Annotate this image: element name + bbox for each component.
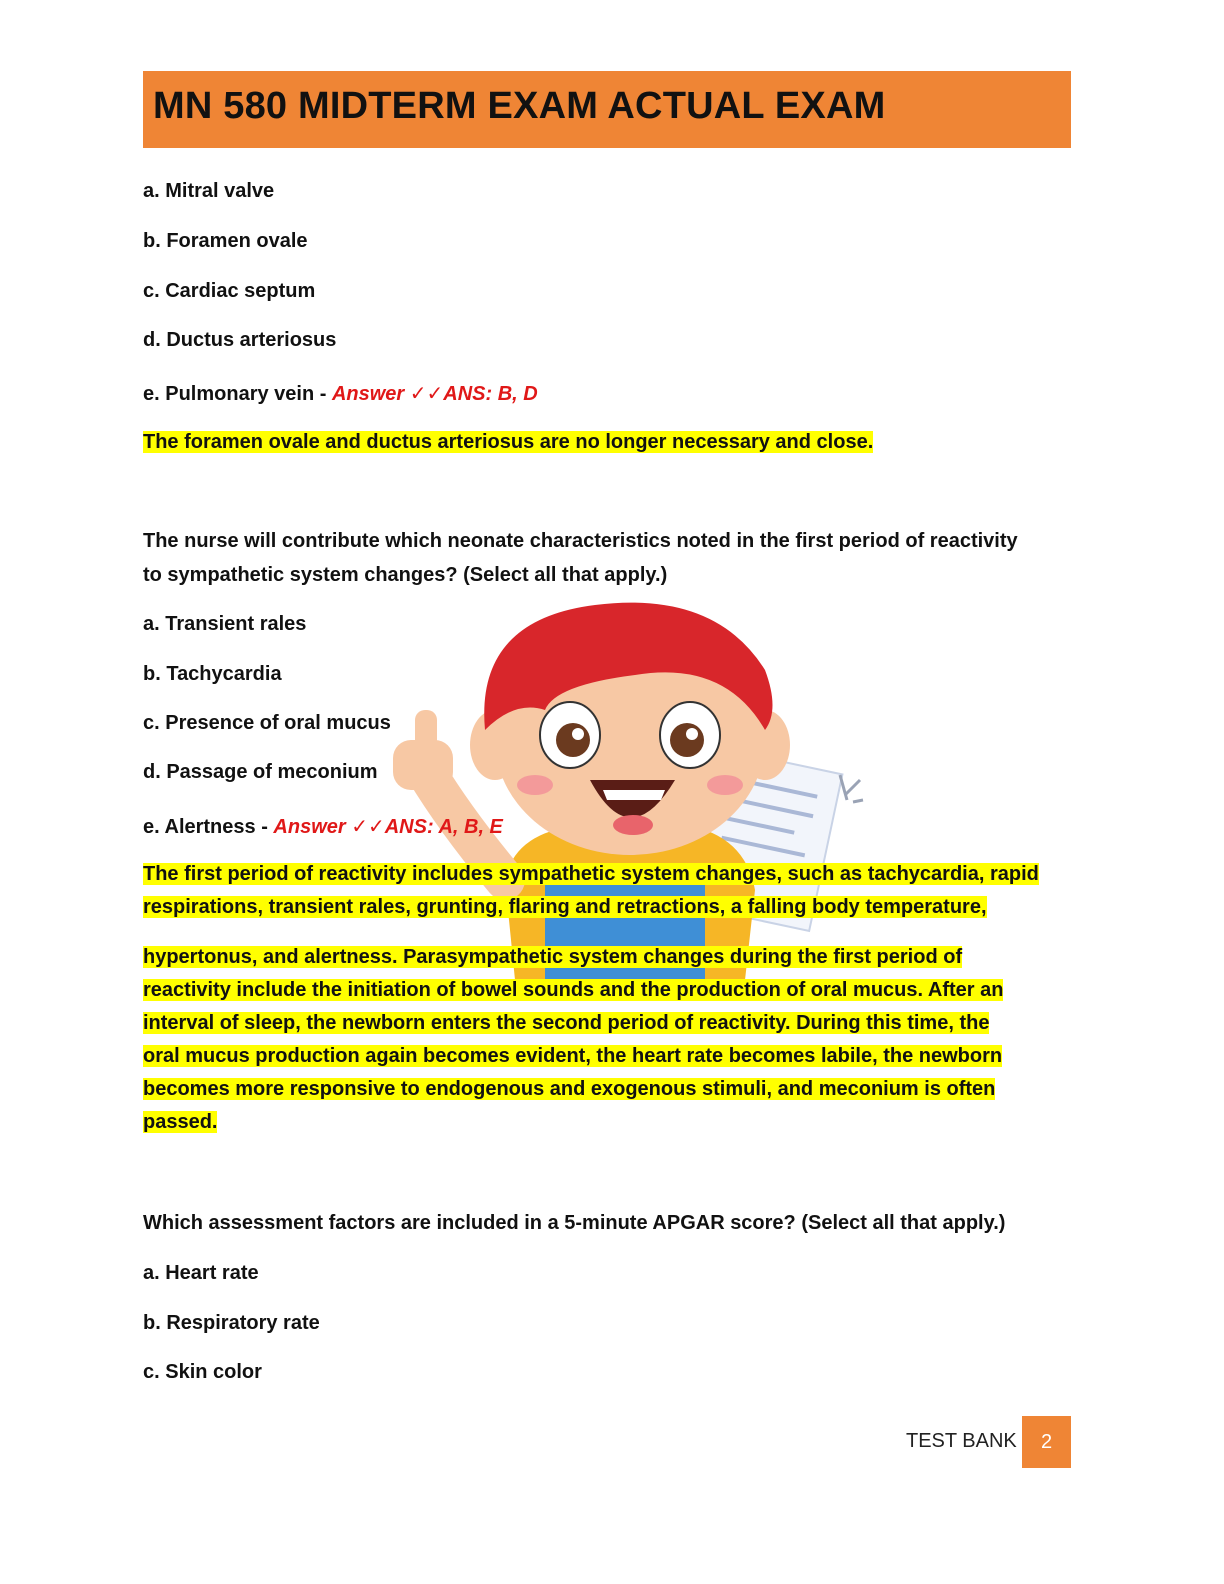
q2-answer: Answer ✓✓ANS: A, B, E [273, 816, 503, 838]
q2-rationale-line: reactivity include the initiation of bowel sounds and the production of oral mucus. After an [143, 979, 1004, 1001]
q1-option-e: e. Pulmonary vein - [143, 383, 332, 405]
q2-rationale-line: hypertonus, and alertness. Parasympathetic system changes during the first period of [143, 946, 963, 968]
q3-option-a: a. Heart rate [143, 1262, 259, 1284]
q2-rationale-line: oral mucus production again becomes evident, the heart rate becomes labile, the newborn [143, 1045, 1003, 1067]
q1-option-c: c. Cardiac septum [143, 280, 316, 302]
q1-option-e-row [143, 381, 538, 406]
page-header [143, 71, 1071, 148]
q1-option-a: a. Mitral valve [143, 180, 275, 202]
q2-rationale-line: interval of sleep, the newborn enters the second period of reactivity. During this time, the [143, 1012, 990, 1034]
q1-option-d: d. Ductus arteriosus [143, 329, 337, 351]
q2-option-e-row [143, 814, 503, 839]
page-number: 2 [1022, 1416, 1071, 1468]
q1-rationale-row [143, 431, 873, 454]
q2-rationale-line: The first period of reactivity includes sympathetic system changes, such as tachycardia, rapid [143, 863, 1039, 885]
q2-rationale-part1 [143, 858, 1063, 924]
q2-question-line1: The nurse will contribute which neonate characteristics noted in the first period of reactivity [143, 530, 1018, 552]
q2-rationale-part2 [143, 941, 1063, 1139]
q2-option-c: c. Presence of oral mucus [143, 712, 391, 734]
q1-rationale: The foramen ovale and ductus arteriosus are no longer necessary and close. [143, 431, 874, 453]
q2-question-line2: to sympathetic system changes? (Select all that apply.) [143, 564, 668, 586]
q3-option-b: b. Respiratory rate [143, 1312, 320, 1334]
q2-option-d: d. Passage of meconium [143, 761, 378, 783]
q1-answer: Answer ✓✓ANS: B, D [331, 383, 538, 405]
page-title: MN 580 MIDTERM EXAM ACTUAL EXAM [153, 85, 886, 127]
q2-option-e: e. Alertness - [143, 816, 274, 838]
q2-option-a: a. Transient rales [143, 613, 307, 635]
q2-rationale-line: passed. [143, 1111, 218, 1133]
q3-question: Which assessment factors are included in a 5-minute APGAR score? (Select all that apply.) [143, 1212, 1006, 1234]
q2-option-b: b. Tachycardia [143, 663, 282, 685]
q3-option-c: c. Skin color [143, 1361, 262, 1383]
q2-rationale-line: respirations, transient rales, grunting, flaring and retractions, a falling body temperature, [143, 896, 987, 918]
footer-label: TEST BANK [906, 1430, 1017, 1452]
q2-rationale-line: becomes more responsive to endogenous and exogenous stimuli, and meconium is often [143, 1078, 996, 1100]
q1-option-b: b. Foramen ovale [143, 230, 308, 252]
